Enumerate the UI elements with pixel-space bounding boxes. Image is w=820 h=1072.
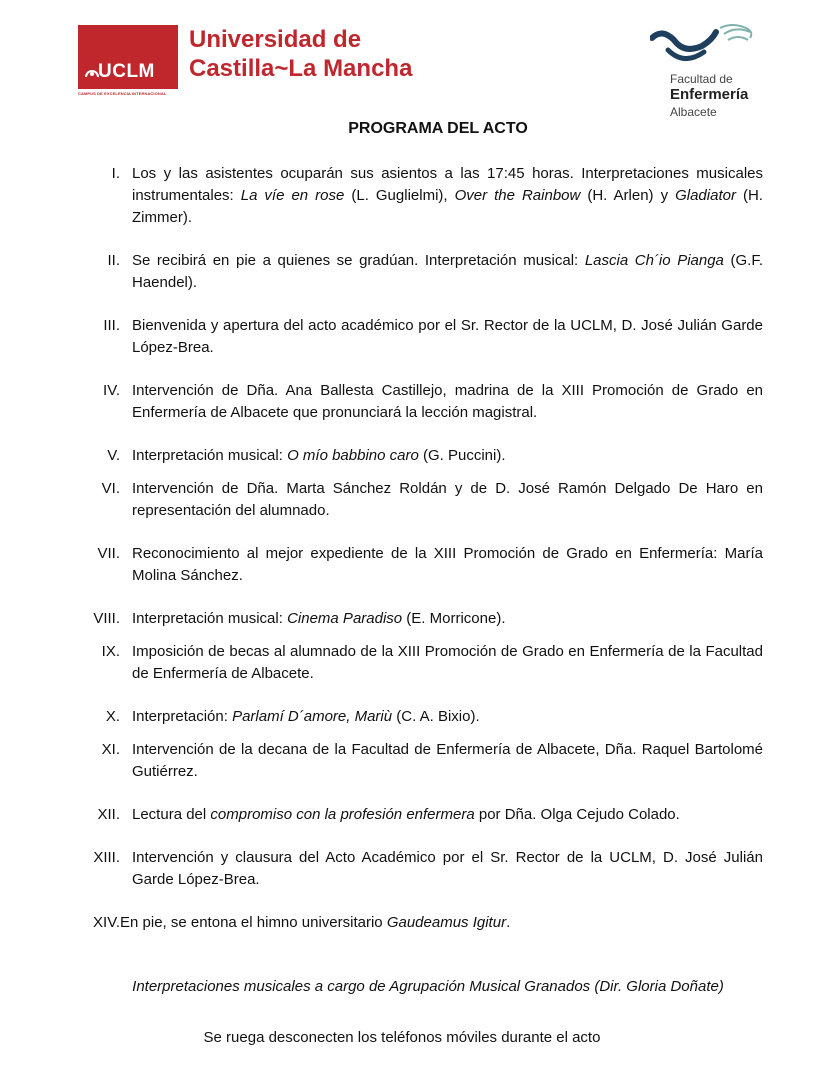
item-text: Se recibirá en pie a quienes se gradúan. Interpretación musical: Lascia Ch´io Pianga (G.F. Haendel). xyxy=(132,252,763,291)
item-text: Los y las asistentes ocuparán sus asientos a las 17:45 horas. Interpretaciones musicales instrumentales: La víe en rose (L. Guglielmi), Over the Rainbow (H. Arlen) y Gladiator (H. Zimmer). xyxy=(132,165,763,226)
oil-lamp-icon xyxy=(650,20,760,70)
item-number: IX. xyxy=(101,643,120,660)
university-emblem-icon xyxy=(85,65,99,79)
page-title: PROGRAMA DEL ACTO xyxy=(348,120,528,137)
item-number: VI. xyxy=(101,480,120,497)
item-number: XII. xyxy=(97,806,120,823)
item-text: Intervención y clausura del Acto Académico por el Sr. Rector de la UCLM, D. José Julián Garde López-Brea. xyxy=(132,849,763,888)
faculty-name-line2: Enfermería xyxy=(670,86,749,103)
faculty-name-line1: Facultad de xyxy=(670,72,733,86)
uclm-tagline: CAMPUS DE EXCELENCIA INTERNACIONAL xyxy=(78,91,167,96)
program-item xyxy=(80,608,763,630)
university-name-line2: Castilla~La Mancha xyxy=(189,55,413,82)
university-name-line1: Universidad de xyxy=(189,26,362,53)
faculty-name-line3: Albacete xyxy=(670,105,717,119)
item-number: V. xyxy=(107,447,120,464)
uclm-logo xyxy=(78,25,438,100)
uclm-logo-box xyxy=(78,25,178,89)
item-text: En pie, se entona el himno universitario Gaudeamus Igitur. xyxy=(120,914,511,931)
item-number: XIV. xyxy=(93,914,120,931)
item-text: Intervención de la decana de la Facultad de Enfermería de Albacete, Dña. Raquel Bartolomé Gutiérrez. xyxy=(132,741,763,780)
program-item xyxy=(80,641,763,685)
program-item xyxy=(80,163,763,229)
item-number: XIII. xyxy=(93,849,120,866)
program-item xyxy=(80,250,763,294)
item-text: Intervención de Dña. Ana Ballesta Castillejo, madrina de la XIII Promoción de Grado en Enfermería de Albacete que pronunciará la lección magistral. xyxy=(132,382,763,421)
program-item xyxy=(80,315,763,359)
item-text: Intervención de Dña. Marta Sánchez Roldán y de D. José Ramón Delgado De Haro en representación del alumnado. xyxy=(132,480,763,519)
item-number: VIII. xyxy=(93,610,120,627)
item-text: Interpretación musical: Cinema Paradiso (E. Morricone). xyxy=(132,610,506,627)
item-number: IV. xyxy=(103,382,120,399)
item-number: XI. xyxy=(101,741,120,758)
item-text: Imposición de becas al alumnado de la XIII Promoción de Grado en Enfermería de la Facultad de Enfermería de Albacete. xyxy=(132,643,763,682)
music-credit: Interpretaciones musicales a cargo de Agrupación Musical Granados (Dir. Gloria Doñate) xyxy=(132,978,724,995)
university-name xyxy=(189,25,412,83)
item-text: Bienvenida y apertura del acto académico por el Sr. Rector de la UCLM, D. José Julián Garde López-Brea. xyxy=(132,317,763,356)
program-item xyxy=(80,804,763,826)
program-item xyxy=(80,847,763,891)
program-item xyxy=(80,739,763,783)
program-item xyxy=(80,380,763,424)
item-number: X. xyxy=(105,708,120,725)
item-number: III. xyxy=(103,317,120,334)
program-list xyxy=(80,163,763,934)
program-item xyxy=(80,912,763,934)
item-text: Lectura del compromiso con la profesión enfermera por Dña. Olga Cejudo Colado. xyxy=(132,806,680,823)
item-number: II. xyxy=(107,252,120,269)
item-text: Interpretación musical: O mío babbino caro (G. Puccini). xyxy=(132,447,506,464)
item-text: Reconocimiento al mejor expediente de la XIII Promoción de Grado en Enfermería: María Molina Sánchez. xyxy=(132,545,763,584)
faculty-logo xyxy=(650,20,770,120)
phone-notice: Se ruega desconecten los teléfonos móviles durante el acto xyxy=(203,1029,601,1046)
program-item xyxy=(80,445,763,467)
program-item xyxy=(80,478,763,522)
uclm-acronym: UCLM xyxy=(98,61,155,82)
item-text: Interpretación: Parlamí D´amore, Mariù (C. A. Bixio). xyxy=(132,708,480,725)
item-number: VII. xyxy=(97,545,120,562)
item-number: I. xyxy=(111,165,120,182)
program-item xyxy=(80,543,763,587)
program-item xyxy=(80,706,763,728)
